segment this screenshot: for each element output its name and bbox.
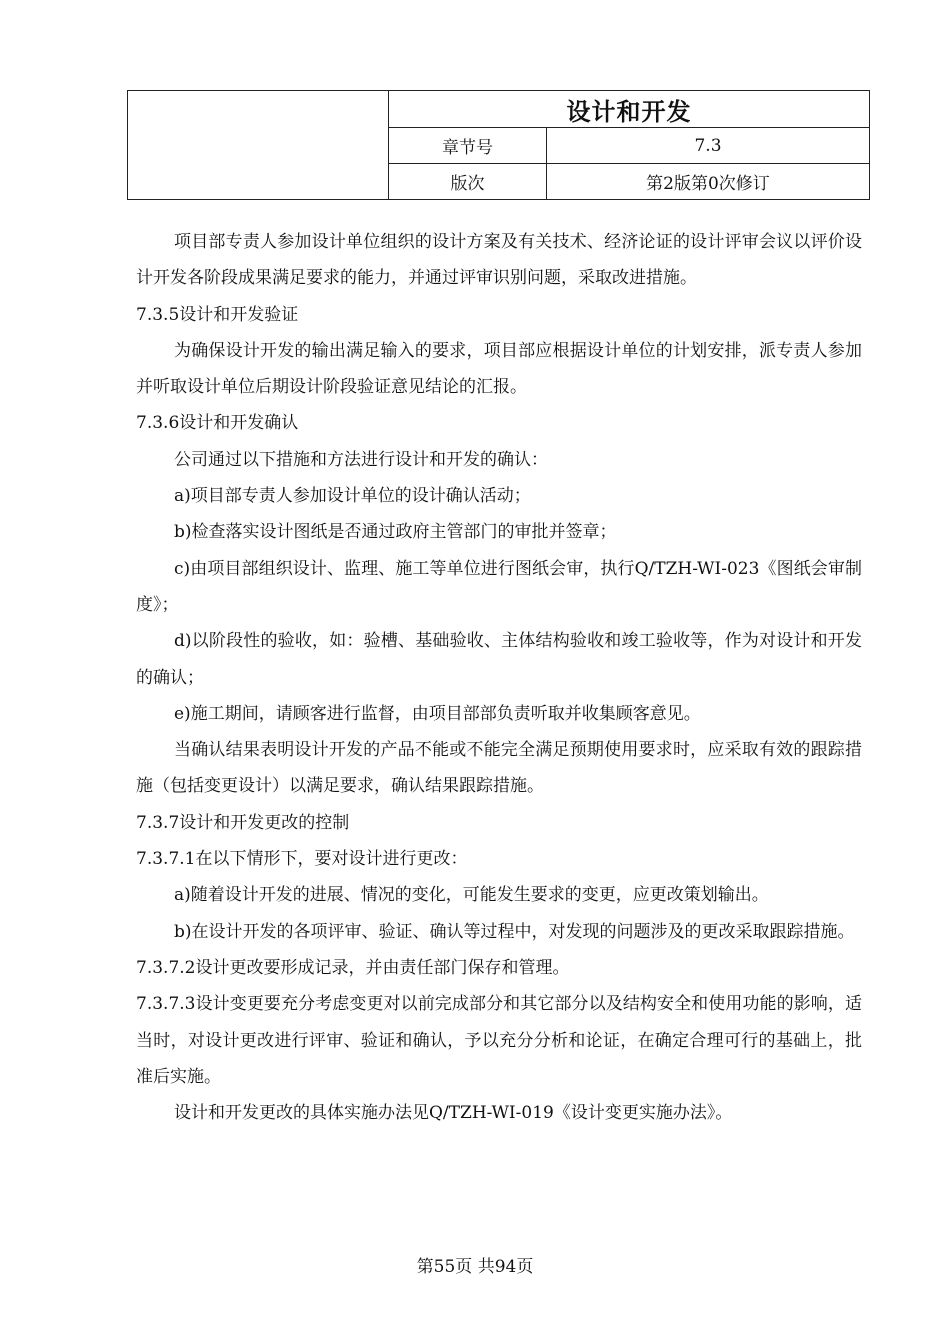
paragraph: 设计和开发更改的具体实施办法见Q/TZH-WI-019《设计变更实施办法》。 [174, 1103, 733, 1124]
paragraph: e)施工期间，请顾客进行监督，由项目部部负责听取并收集顾客意见。 [174, 703, 701, 724]
logo-cell [128, 91, 389, 200]
document-body [136, 224, 862, 1131]
paragraph: 7.3.6设计和开发确认 [136, 413, 299, 434]
edition-label: 版次 [389, 164, 547, 200]
paragraph: d)以阶段性的验收，如：验槽、基础验收、主体结构验收和竣工验收等，作为对设计和开发的确认； [136, 631, 862, 688]
paragraph: a)随着设计开发的进展、情况的变化，可能发生要求的变更，应更改策划输出。 [174, 885, 769, 906]
paragraph: 7.3.7.2设计更改要形成记录，并由责任部门保存和管理。 [136, 957, 570, 978]
chapter-label: 章节号 [389, 128, 547, 164]
paragraph: 公司通过以下措施和方法进行设计和开发的确认： [174, 449, 548, 470]
paragraph: 7.3.7设计和开发更改的控制 [136, 812, 350, 833]
chapter-value: 7.3 [547, 128, 870, 164]
paragraph: 为确保设计开发的输出满足输入的要求，项目部应根据设计单位的计划安排，派专责人参加并听取设计单位后期设计阶段验证意见结论的汇报。 [136, 340, 862, 398]
page-number: 第55页 共94页 [416, 1257, 534, 1277]
paragraph: 7.3.7.1在以下情形下，要对设计进行更改： [136, 849, 468, 870]
edition-value: 第2版第0次修订 [547, 164, 870, 200]
paragraph: 当确认结果表明设计开发的产品不能或不能完全满足预期使用要求时，应采取有效的跟踪措施（包括变更设计）以满足要求，确认结果跟踪措施。 [136, 740, 862, 797]
paragraph: 7.3.7.3设计变更要充分考虑变更对以前完成部分和其它部分以及结构安全和使用功能的影响，适当时，对设计更改进行评审、验证和确认，予以充分分析和论证，在确定合理可行的基础上，批准后实施。 [136, 994, 862, 1087]
paragraph: b)在设计开发的各项评审、验证、确认等过程中，对发现的问题涉及的更改采取跟踪措施。 [174, 921, 855, 942]
document-header-table [127, 90, 870, 200]
paragraph: c)由项目部组织设计、监理、施工等单位进行图纸会审，执行Q/TZH-WI-023《图纸会审制度》； [136, 558, 862, 615]
paragraph: 7.3.5设计和开发验证 [136, 304, 299, 325]
document-title: 设计和开发 [389, 91, 870, 128]
paragraph: a)项目部专责人参加设计单位的设计确认活动； [174, 486, 531, 507]
paragraph: 项目部专责人参加设计单位组织的设计方案及有关技术、经济论证的设计评审会议以评价设计开发各阶段成果满足要求的能力，并通过评审识别问题，采取改进措施。 [136, 232, 862, 289]
paragraph: b)检查落实设计图纸是否通过政府主管部门的审批并签章； [174, 522, 617, 543]
